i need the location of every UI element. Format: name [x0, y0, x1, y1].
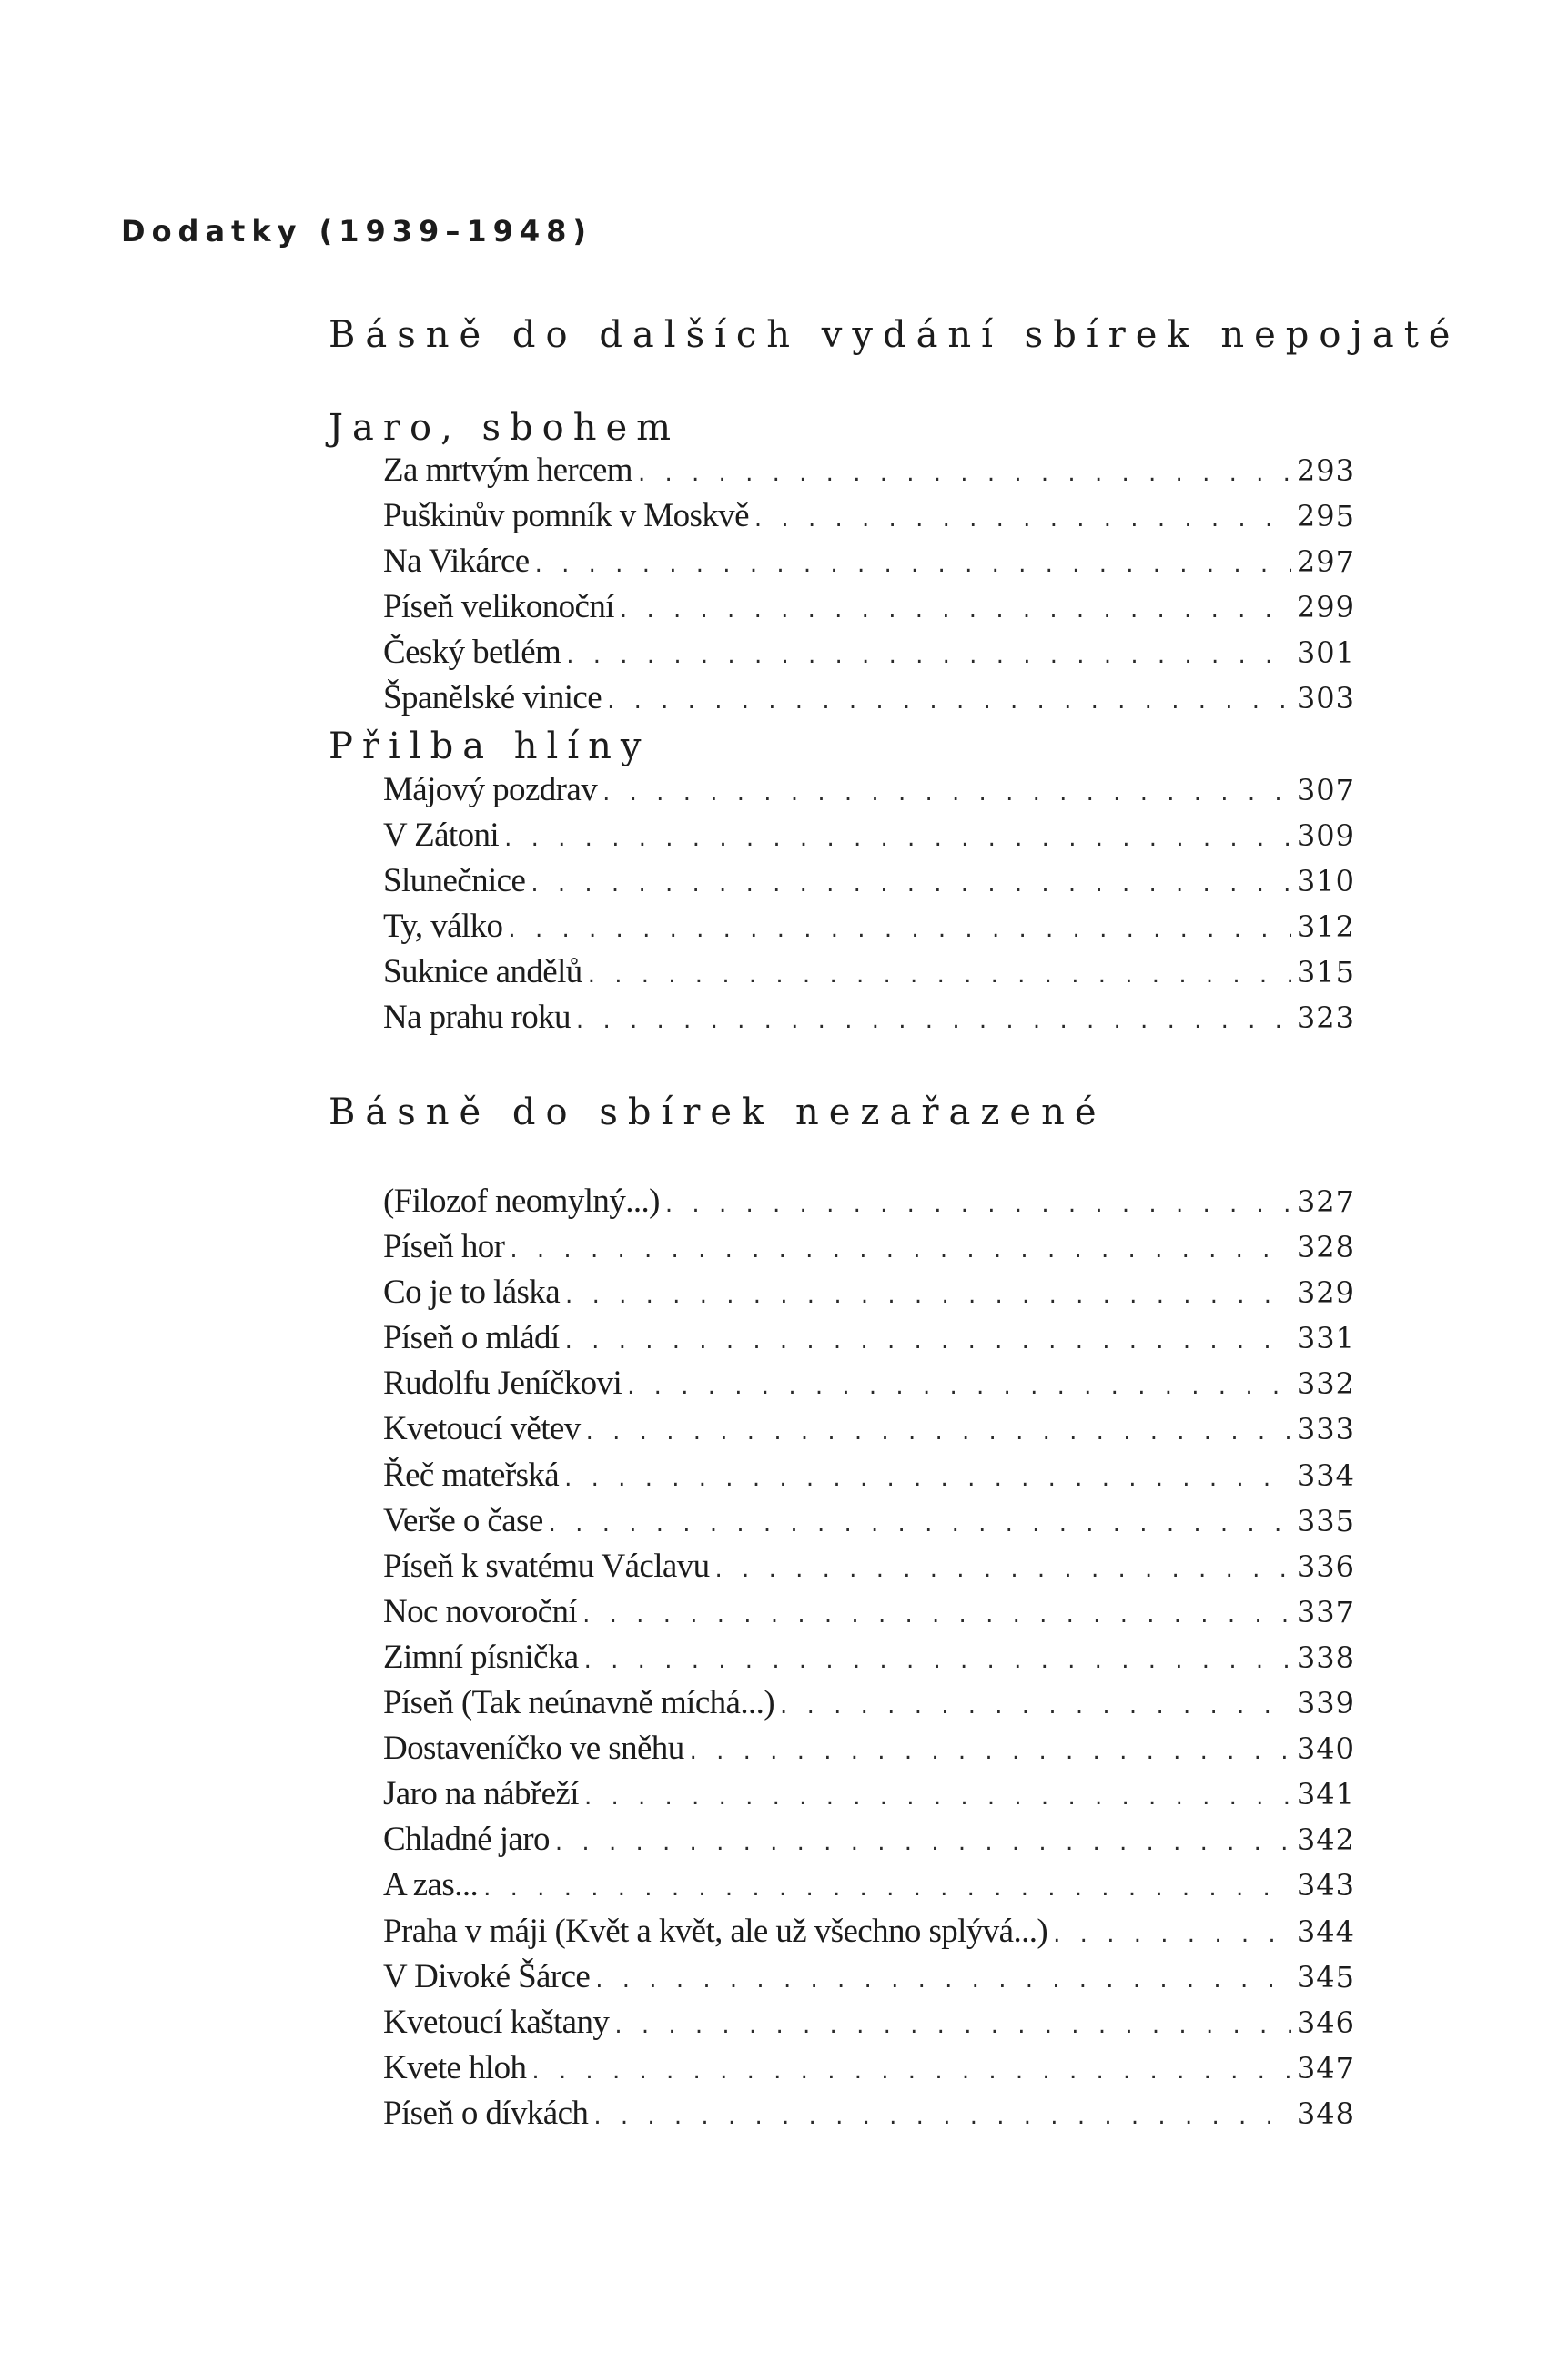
entry-title: Píseň hor [383, 1228, 505, 1266]
entry-title: Jaro na nábřeží [383, 1775, 579, 1813]
entry-page-number: 331 [1296, 1321, 1355, 1356]
entry-title: Řeč mateřská [383, 1456, 560, 1494]
entry-title: Verše o čase [383, 1501, 543, 1539]
toc-entry [383, 1315, 1355, 1361]
toc-entry [383, 2091, 1355, 2137]
dot-leader [586, 1409, 1291, 1455]
dot-leader [508, 907, 1291, 952]
dot-leader [593, 2094, 1291, 2139]
dot-leader [565, 1273, 1291, 1318]
dot-leader [607, 678, 1291, 724]
toc-entry [383, 1863, 1355, 1908]
toc-entry [383, 1817, 1355, 1863]
toc-list-unassigned [383, 1179, 1355, 2137]
entry-title: Puškinův pomník v Moskvě [383, 497, 749, 535]
toc-entry [383, 1909, 1355, 1954]
dot-leader [566, 633, 1291, 678]
entry-page-number: 339 [1296, 1686, 1355, 1721]
entry-page-number: 342 [1296, 1822, 1355, 1858]
entry-page-number: 315 [1296, 955, 1355, 990]
toc-entry [383, 1726, 1355, 1771]
dot-leader [780, 1683, 1291, 1729]
dot-leader [531, 2048, 1291, 2094]
dot-leader [602, 770, 1291, 816]
entry-title: Píseň o mládí [383, 1319, 560, 1357]
toc-entry [383, 448, 1355, 493]
toc-entry [383, 995, 1355, 1040]
entry-page-number: 347 [1296, 2050, 1355, 2086]
entry-page-number: 301 [1296, 635, 1355, 671]
toc-entry [383, 1771, 1355, 1817]
dot-leader [754, 496, 1291, 542]
entry-page-number: 345 [1296, 1959, 1355, 1995]
dot-leader [582, 1592, 1291, 1638]
toc-entry [383, 1544, 1355, 1589]
toc-entry [383, 1224, 1355, 1270]
toc-list-jaro-sbohem [383, 448, 1355, 722]
entry-title: Za mrtvým hercem [383, 452, 632, 489]
entry-title: Český betlém [383, 634, 561, 672]
entry-page-number: 299 [1296, 590, 1355, 625]
toc-entry [383, 493, 1355, 539]
entry-title: Kvetoucí větev [383, 1410, 581, 1448]
dot-leader [627, 1364, 1291, 1409]
entry-page-number: 310 [1296, 864, 1355, 899]
entry-title: V Divoké Šárce [383, 1957, 591, 1995]
toc-entry [383, 858, 1355, 904]
dot-leader [638, 451, 1291, 496]
dot-leader [588, 952, 1291, 998]
entry-title: Rudolfu Jeníčkovi [383, 1365, 622, 1403]
entry-page-number: 295 [1296, 499, 1355, 534]
entry-title: Zimní písnička [383, 1638, 579, 1676]
entry-title: V Zátoni [383, 817, 500, 855]
entry-title: Chladné jaro [383, 1821, 550, 1859]
dot-leader [620, 587, 1291, 633]
entry-title: Na Vikárce [383, 543, 530, 581]
entry-page-number: 332 [1296, 1366, 1355, 1402]
entry-page-number: 336 [1296, 1548, 1355, 1584]
entry-page-number: 309 [1296, 818, 1355, 854]
toc-entry [383, 1635, 1355, 1680]
entry-title: Slunečnice [383, 862, 526, 900]
dot-leader [665, 1182, 1291, 1227]
entry-page-number: 303 [1296, 681, 1355, 716]
entry-page-number: 307 [1296, 773, 1355, 807]
entry-page-number: 333 [1296, 1412, 1355, 1447]
entry-title: Španělské vinice [383, 679, 602, 717]
dot-leader [535, 542, 1291, 587]
entry-page-number: 344 [1296, 1913, 1355, 1949]
entry-title: Píseň k svatému Václavu [383, 1547, 710, 1585]
entry-page-number: 327 [1296, 1184, 1355, 1219]
entry-page-number: 293 [1296, 453, 1355, 488]
entry-page-number: 297 [1296, 544, 1355, 580]
entry-title: Noc novoroční [383, 1592, 578, 1630]
group-heading-prilba-hliny: Přilba hlíny [329, 726, 651, 767]
dot-leader [584, 1638, 1291, 1683]
dot-leader [1053, 1912, 1291, 1957]
toc-entry [383, 1179, 1355, 1224]
dot-leader [690, 1729, 1291, 1774]
toc-entry [383, 1453, 1355, 1498]
entry-title: Píseň (Tak neúnavně míchá...) [383, 1684, 775, 1722]
dot-leader [595, 1957, 1291, 2003]
toc-entry [383, 2045, 1355, 2091]
entry-title: Co je to láska [383, 1274, 561, 1312]
toc-list-prilba-hliny [383, 767, 1355, 1041]
entry-title: Píseň o dívkách [383, 2094, 589, 2132]
section-heading-uncollected: Básně do dalších vydání sbírek nepojaté [329, 314, 1461, 356]
toc-entry [383, 584, 1355, 630]
dot-leader [565, 1318, 1291, 1364]
dot-leader [483, 1865, 1291, 1911]
group-heading-jaro-sbohem: Jaro, sbohem [329, 407, 681, 449]
toc-entry [383, 630, 1355, 675]
entry-page-number: 341 [1296, 1777, 1355, 1812]
entry-page-number: 348 [1296, 2096, 1355, 2131]
dot-leader [584, 1774, 1291, 1820]
entry-page-number: 323 [1296, 1000, 1355, 1036]
entry-page-number: 334 [1296, 1457, 1355, 1493]
entry-title: Praha v máji (Květ a květ, ale už všechno splývá...) [383, 1912, 1048, 1950]
dot-leader [510, 1227, 1291, 1273]
dot-leader [564, 1456, 1291, 1501]
toc-entry [383, 767, 1355, 813]
toc-entry [383, 1589, 1355, 1635]
toc-entry [383, 675, 1355, 721]
entry-page-number: 337 [1296, 1594, 1355, 1629]
toc-entry [383, 1498, 1355, 1544]
toc-entry [383, 1406, 1355, 1452]
entry-page-number: 335 [1296, 1503, 1355, 1538]
entry-title: (Filozof neomylný...) [383, 1183, 660, 1220]
entry-page-number: 338 [1296, 1639, 1355, 1675]
entry-page-number: 329 [1296, 1275, 1355, 1311]
dot-leader [504, 816, 1291, 861]
dot-leader [555, 1820, 1291, 1865]
entry-title: Dostaveníčko ve sněhu [383, 1730, 684, 1768]
entry-title: Píseň velikonoční [383, 588, 614, 626]
toc-entry [383, 539, 1355, 584]
entry-page-number: 312 [1296, 909, 1355, 945]
toc-entry [383, 1954, 1355, 2000]
entry-title: Suknice andělů [383, 953, 582, 991]
entry-title: Ty, válko [383, 908, 503, 946]
toc-entry [383, 904, 1355, 949]
toc-entry [383, 2000, 1355, 2045]
dot-leader [715, 1547, 1291, 1592]
dot-leader [576, 998, 1291, 1043]
entry-title: Kvete hloh [383, 2048, 527, 2086]
toc-entry [383, 1270, 1355, 1315]
toc-entry [383, 1361, 1355, 1406]
entry-title: A zas... [383, 1866, 479, 1904]
toc-entry [383, 813, 1355, 858]
entry-title: Májový pozdrav [383, 771, 598, 808]
dot-leader [549, 1501, 1291, 1547]
entry-title: Na prahu roku [383, 999, 571, 1037]
entry-page-number: 340 [1296, 1731, 1355, 1767]
entry-page-number: 343 [1296, 1868, 1355, 1903]
entry-page-number: 346 [1296, 2005, 1355, 2040]
dot-leader [531, 861, 1291, 907]
dot-leader [614, 2003, 1291, 2048]
appendix-heading: Dodatky (1939–1948) [121, 214, 592, 249]
entry-title: Kvetoucí kaštany [383, 2003, 610, 2041]
toc-entry [383, 949, 1355, 995]
entry-page-number: 328 [1296, 1230, 1355, 1265]
toc-entry [383, 1680, 1355, 1726]
section-heading-unassigned: Básně do sbírek nezařazené [329, 1091, 1107, 1133]
